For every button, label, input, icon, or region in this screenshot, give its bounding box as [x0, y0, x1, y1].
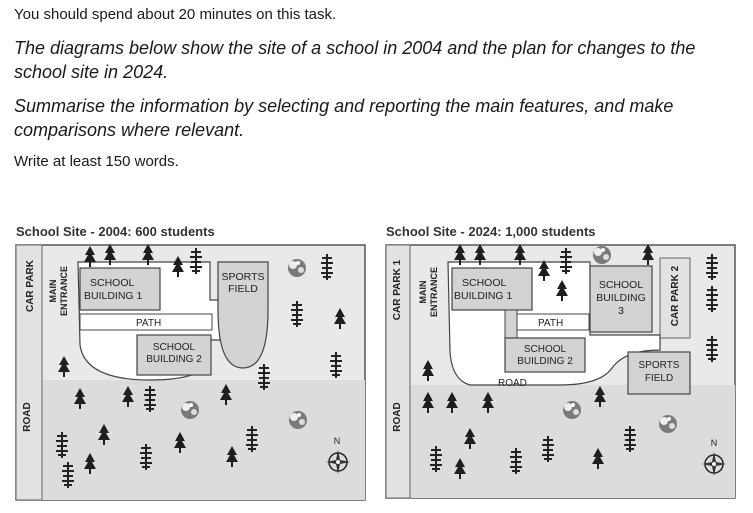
map-2024-north-label: N [710, 438, 718, 448]
map-2024-sports-label-b: FIELD [644, 373, 674, 384]
bush-icon [563, 401, 581, 419]
map-2004-building-1-label-a: SCHOOL [90, 277, 135, 289]
map-2004 [16, 244, 365, 500]
task-line-1: The diagrams below show the site of a school in 2004 and the plan for changes to the [14, 38, 696, 58]
bush-icon [593, 246, 611, 264]
bush-icon [659, 415, 677, 433]
map-2024-building-3-label-b: BUILDING [596, 292, 646, 304]
map-2024-road-label: ROAD [392, 402, 403, 432]
map-2024-building-2-label-a: SCHOOL [523, 344, 567, 355]
map-2024-building-1-label-b: BUILDING 1 [454, 290, 513, 302]
map-2004-main-label: MAIN [48, 279, 58, 303]
map-2024-building-2-label-b: BUILDING 2 [517, 356, 573, 367]
map-2004-path-label: PATH [136, 318, 162, 329]
word-count-note: Write at least 150 words. [14, 153, 179, 170]
map-2004-road-label: ROAD [22, 402, 33, 432]
map-2004-car-park-label: CAR PARK [25, 259, 36, 313]
map-2004-building-2-label-a: SCHOOL [152, 342, 196, 353]
map-2024-main-label: MAIN [418, 280, 428, 304]
summary-line-2: comparisons where relevant. [14, 120, 245, 140]
map-2024-title: School Site - 2024: 1,000 students [386, 224, 596, 239]
map-2024-building-3-label-a: SCHOOL [598, 279, 644, 291]
map-2024-building-3-label-c: 3 [618, 305, 624, 317]
map-2024-school-building-1 [452, 268, 532, 310]
map-2004-building-2-label-b: BUILDING 2 [146, 354, 202, 365]
map-2024-entrance-label: ENTRANCE [429, 266, 439, 318]
map-2004-entrance-label: ENTRANCE [59, 265, 69, 317]
map-2004-school-building-1 [80, 268, 160, 310]
bush-icon [288, 259, 306, 277]
map-2024-car-park-1-label: CAR PARK 1 [392, 259, 403, 321]
map-2004-sports-label-b: FIELD [228, 283, 258, 295]
map-2004-title: School Site - 2004: 600 students [16, 224, 215, 239]
map-2004-ground [42, 380, 365, 500]
map-2004-building-1-label-b: BUILDING 1 [84, 290, 143, 302]
map-2024-car-park-2-label: CAR PARK 2 [670, 265, 681, 327]
map-2024-road-inner-label: ROAD [498, 378, 527, 389]
map-2024-building-connector [505, 310, 517, 338]
bush-icon [289, 411, 307, 429]
map-2024-building-1-label-a: SCHOOL [462, 277, 507, 289]
map-2004-north-label: N [333, 436, 341, 446]
bush-icon [181, 401, 199, 419]
map-2004-sports-label-a: SPORTS [221, 271, 265, 283]
task-line-2: school site in 2024. [14, 62, 169, 82]
task-time-note: You should spend about 20 minutes on this task. [14, 6, 337, 23]
map-2024 [386, 244, 735, 498]
summary-line-1: Summarise the information by selecting and reporting the main features, and make [14, 96, 674, 116]
map-2024-path-label: PATH [538, 318, 564, 329]
map-2024-sports-label-a: SPORTS [638, 360, 680, 371]
